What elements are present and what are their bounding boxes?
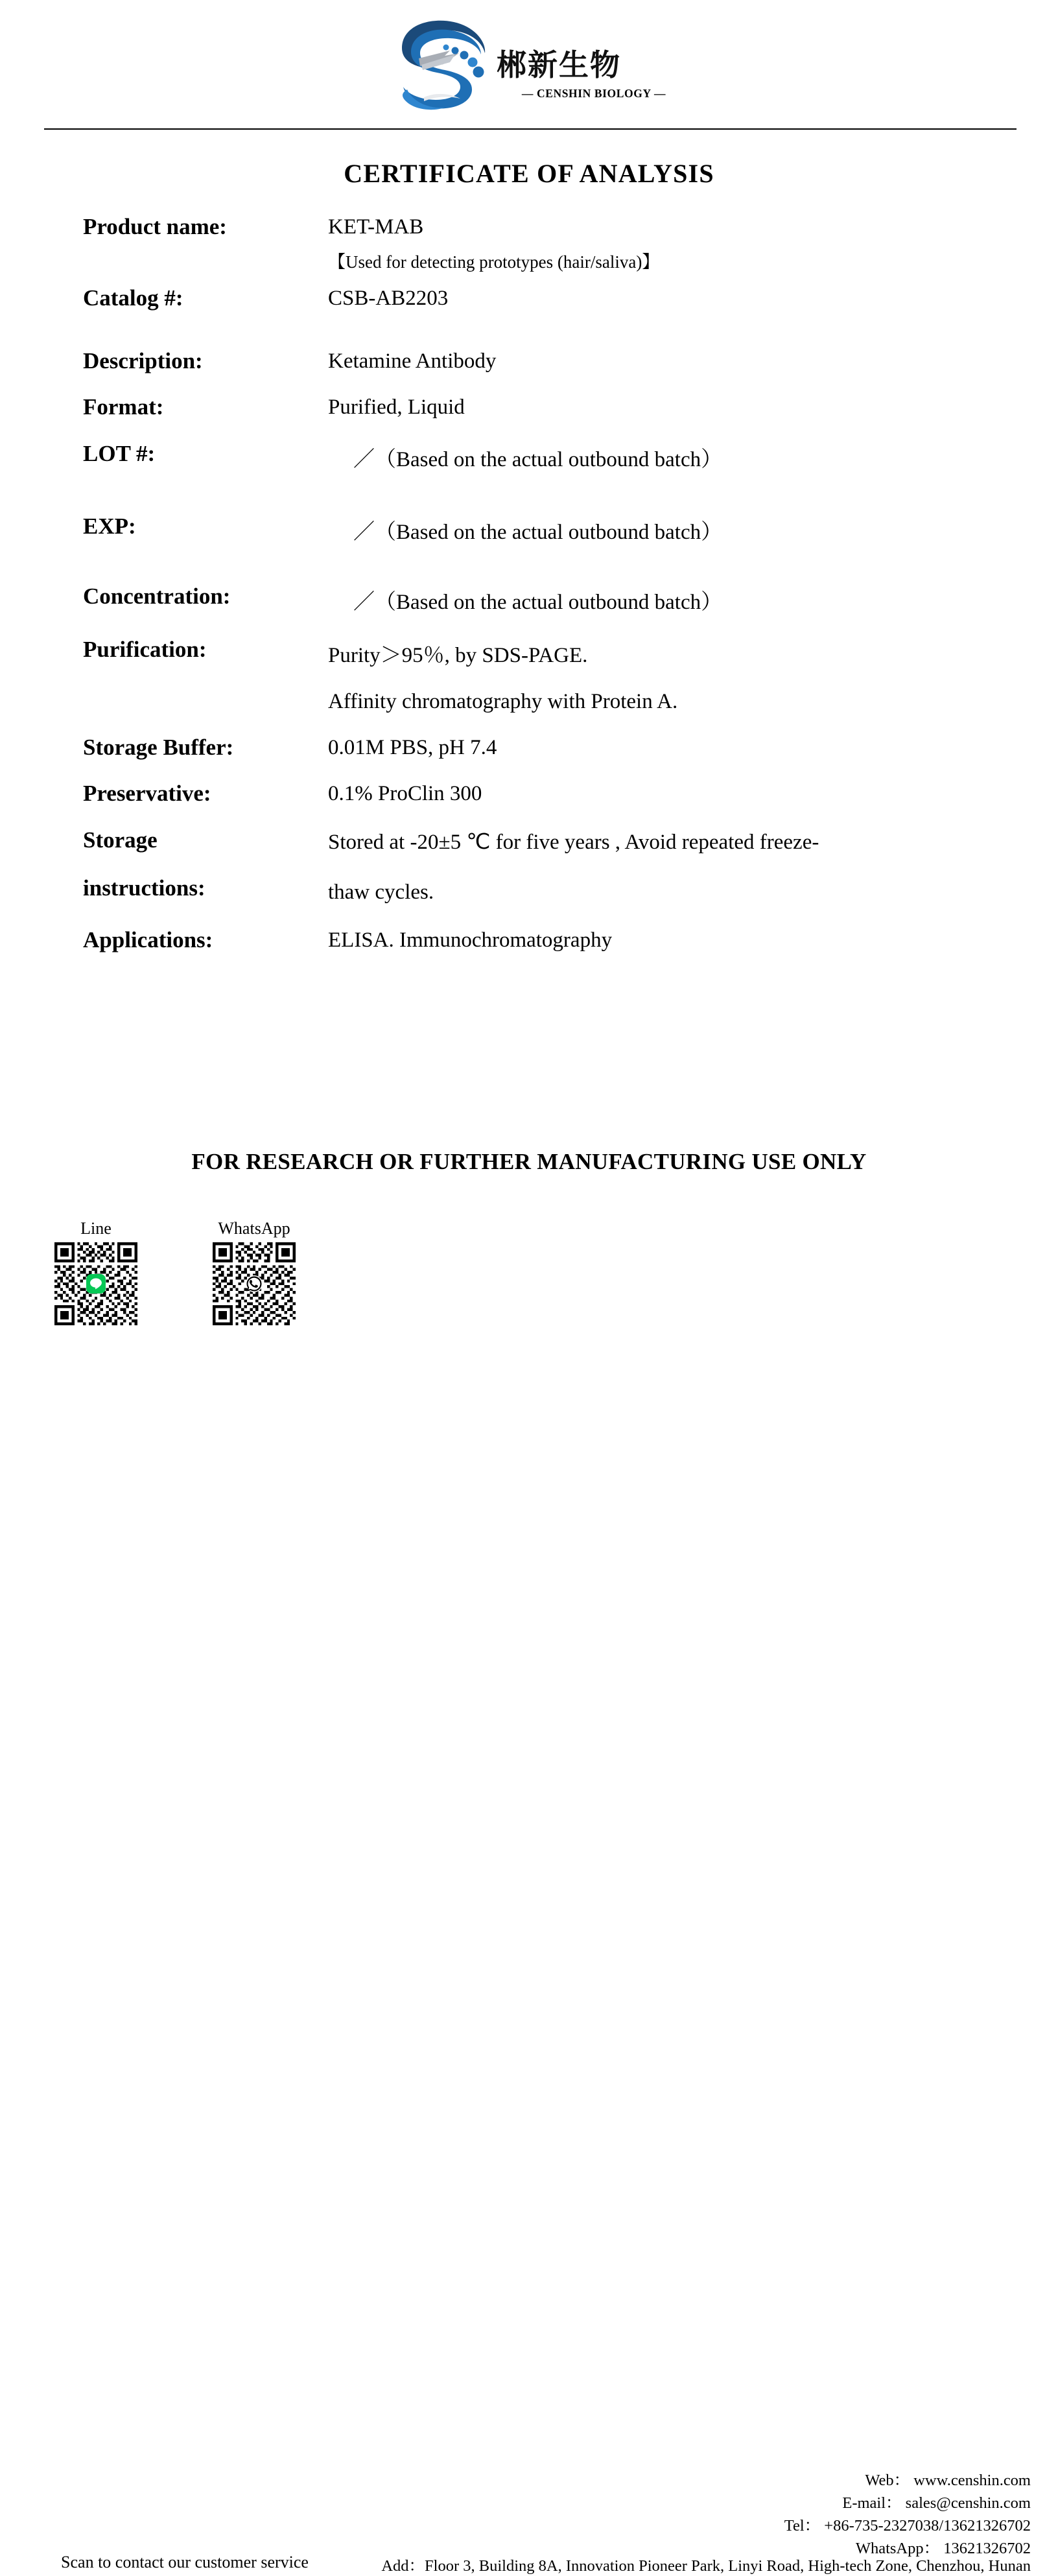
row-label: Description: — [83, 348, 203, 373]
contact-value-tel: +86-735-2327038/13621326702 — [824, 2517, 1031, 2535]
row-value: Ketamine Antibody — [328, 349, 497, 373]
row-label: Format: — [83, 394, 164, 419]
contact-line-tel — [512, 2514, 1031, 2537]
row-label: Purification: — [83, 637, 207, 662]
header-divider — [44, 128, 1017, 130]
company-logo — [382, 14, 687, 112]
qr-caption-whatsapp: WhatsApp — [218, 1219, 290, 1238]
row-label: Preservative: — [83, 781, 211, 806]
row-label: Storage Buffer: — [83, 735, 234, 760]
page-title: CERTIFICATE OF ANALYSIS — [344, 159, 714, 188]
row-label: LOT #: — [83, 441, 156, 466]
row-value: ／（Based on the actual outbound batch） — [353, 591, 723, 614]
qr-code-whatsapp[interactable] — [213, 1242, 296, 1325]
contact-key-web: Web： — [865, 2472, 910, 2489]
row-value: Stored at -20±5 ℃ for five years , Avoid repeated freeze- — [328, 831, 819, 854]
row-value-line2: thaw cycles. — [328, 880, 434, 904]
contact-value-whatsapp: 13621326702 — [943, 2540, 1031, 2557]
dna-swoosh-logo-icon — [382, 14, 496, 112]
contact-info — [512, 2469, 1031, 2560]
row-value: Purity＞95％, by SDS-PAGE. — [328, 644, 588, 667]
qr-group-whatsapp — [213, 1219, 296, 1325]
logo-wordmark-cn: 郴新生物 — [497, 47, 621, 82]
whatsapp-phone-icon — [244, 1274, 264, 1294]
row-label: Product name: — [83, 214, 227, 239]
row-label: Storage — [83, 827, 158, 853]
row-subvalue: 【Used for detecting prototypes (hair/saliva)】 — [328, 252, 660, 272]
row-label: EXP: — [83, 514, 136, 539]
contact-line-web — [512, 2469, 1031, 2492]
company-address: Add：Floor 3, Building 8A, Innovation Pioneer Park, Linyi Road, High-tech Zone, Chenzhou, Hunan — [381, 2557, 1031, 2575]
row-label: Concentration: — [83, 584, 231, 609]
row-value: ELISA. Immunochromatography — [328, 928, 613, 952]
page-header — [0, 0, 1058, 130]
row-value: ／（Based on the actual outbound batch） — [353, 521, 723, 544]
row-label: Applications: — [83, 927, 213, 952]
contact-value-email: sales@censhin.com — [905, 2494, 1031, 2512]
qr-group-line — [54, 1219, 137, 1325]
contact-value-web: www.censhin.com — [913, 2472, 1031, 2489]
row-value: KET-MAB — [328, 215, 424, 239]
contact-key-email: E-mail： — [842, 2494, 902, 2512]
row-value: 0.01M PBS, pH 7.4 — [328, 736, 497, 759]
qr-code-line[interactable] — [54, 1242, 137, 1325]
logo-wordmark-en: — CENSHIN BIOLOGY — — [521, 87, 666, 100]
scan-instruction: Scan to contact our customer service — [61, 2553, 309, 2571]
page-footer — [0, 1206, 1058, 2575]
row-value-line2: Affinity chromatography with Protein A. — [328, 690, 678, 713]
line-chat-icon — [86, 1274, 106, 1294]
row-value: ／（Based on the actual outbound batch） — [353, 448, 723, 471]
row-value: 0.1% ProClin 300 — [328, 782, 482, 805]
row-value: CSB-AB2203 — [328, 287, 449, 310]
contact-key-tel: Tel： — [784, 2517, 821, 2535]
contact-key-whatsapp: WhatsApp： — [855, 2540, 940, 2557]
row-value: Purified, Liquid — [328, 396, 465, 419]
row-label: Catalog #: — [83, 285, 183, 311]
qr-caption-line: Line — [80, 1219, 112, 1238]
contact-line-email — [512, 2492, 1031, 2514]
row-label-line2: instructions: — [83, 875, 206, 901]
research-use-notice: FOR RESEARCH OR FURTHER MANUFACTURING USE ONLY — [191, 1149, 867, 1174]
